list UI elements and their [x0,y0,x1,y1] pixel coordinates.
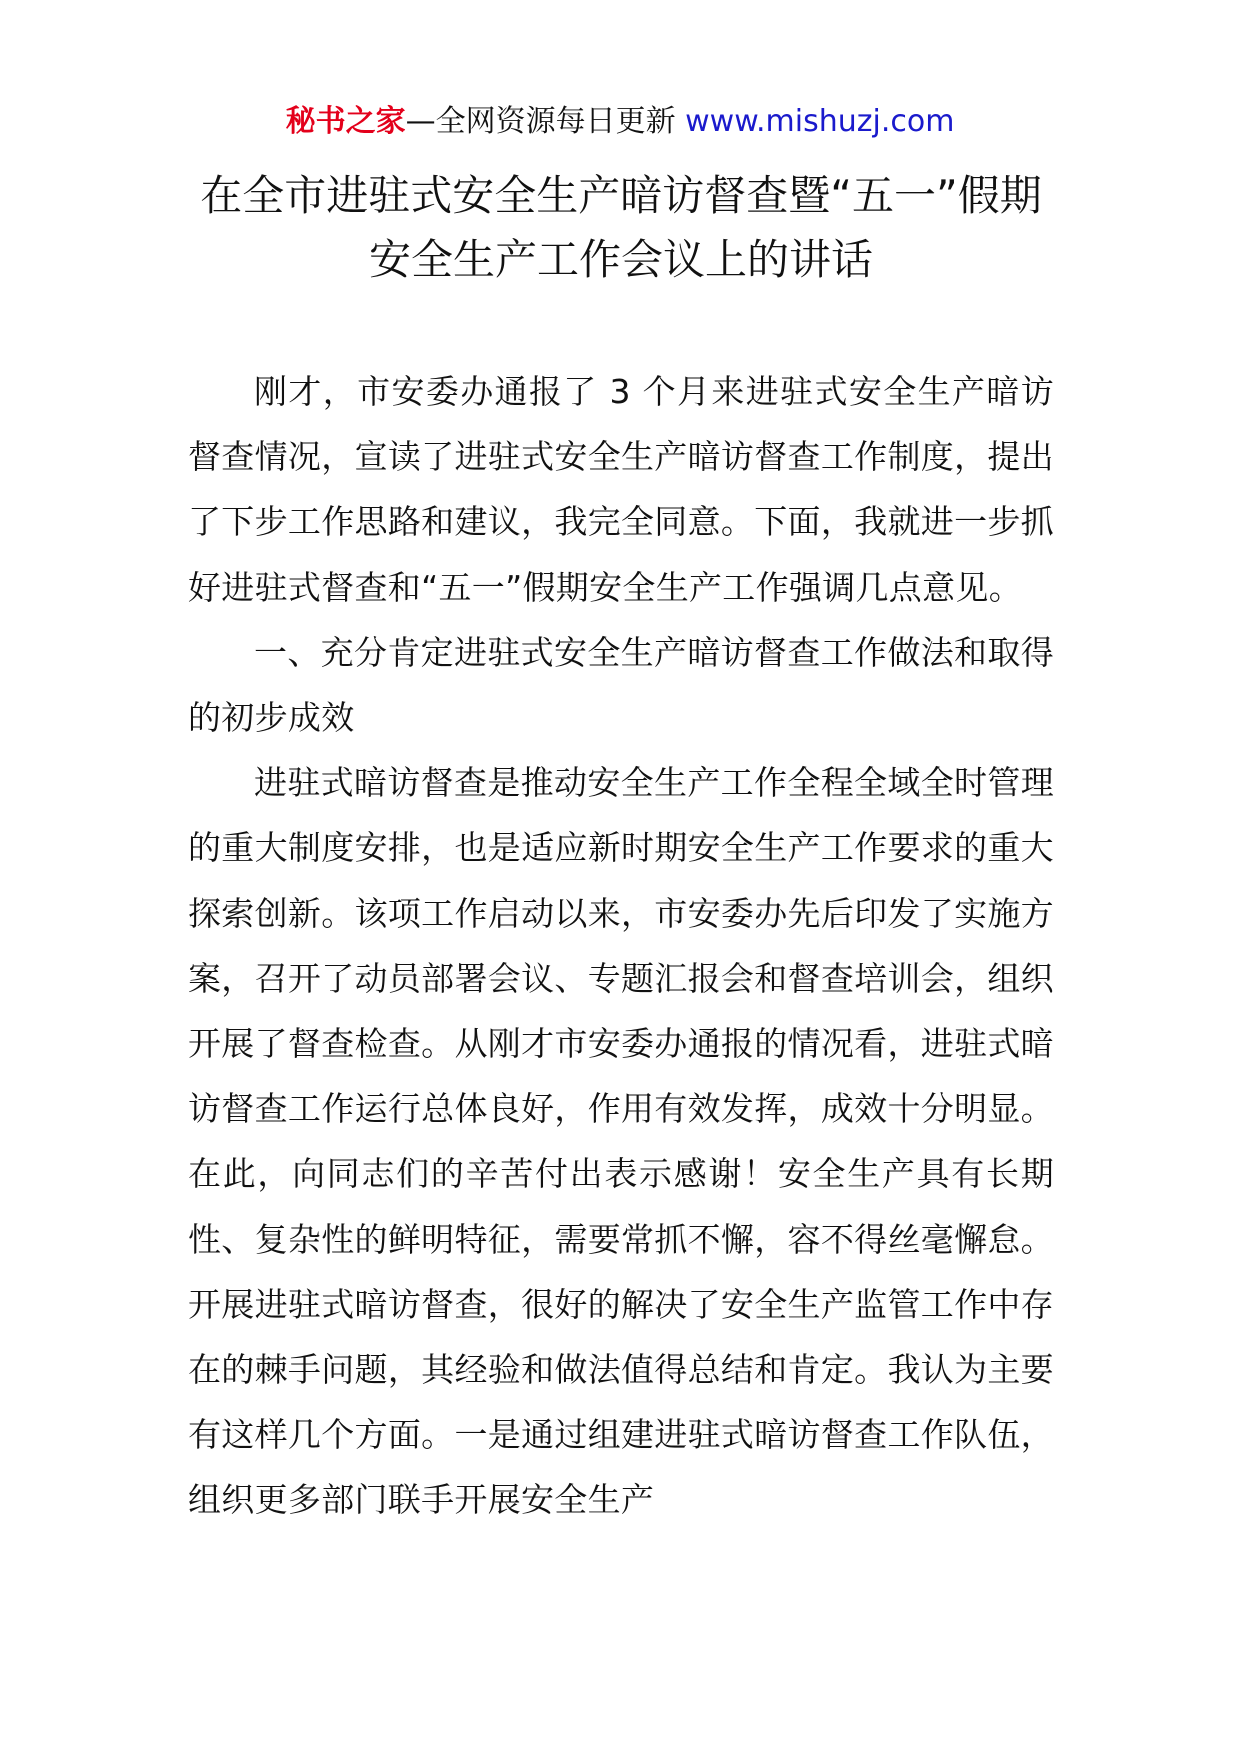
watermark-header [0,100,1240,144]
paragraph-intro: 刚才，市安委办通报了 3 个月来进驻式安全生产暗访督查情况，宣读了进驻式安全生产暗访督查工作制度，提出了下步工作思路和建议，我完全同意。下面，我就进一步抓好进驻式督查和“五一”假期安全生产工作强调几点意见。 [188,372,1054,607]
brand-name: 秘书之家 [285,104,406,139]
paragraph-section-1: 进驻式暗访督查是推动安全生产工作全程全域全时管理的重大制度安排，也是适应新时期安全生产工作要求的重大探索创新。该项工作启动以来，市安委办先后印发了实施方案，召开了动员部署会议、专题汇报会和督查培训会，组织开展了督查检查。从刚才市安委办通报的情况看，进驻式暗访督查工作运行总体良好，作用有效发挥，成效十分明显。在此，向同志们的辛苦付出表示感谢！安全生产具有长期性、复杂性的鲜明特征，需要常抓不懈，容不得丝毫懈怠。开展进驻式暗访督查，很好的解决了安全生产监管工作中存在的棘手问题，其经验和做法值得总结和肯定。我认为主要有这样几个方面。一是通过组建进驻式暗访督查工作队伍，组织更多部门联手开展安全生产 [188,763,1054,1520]
header-tagline: —全网资源每日更新 [405,104,676,139]
section-heading-1: 一、充分肯定进驻式安全生产暗访督查工作做法和取得的初步成效 [188,632,1054,738]
website-link[interactable]: www.mishuzj.com [685,104,955,139]
document-title: 在全市进驻式安全生产暗访督查暨“五一”假期安全生产工作会议上的讲话 [200,171,1042,284]
document-body [188,359,1054,1533]
